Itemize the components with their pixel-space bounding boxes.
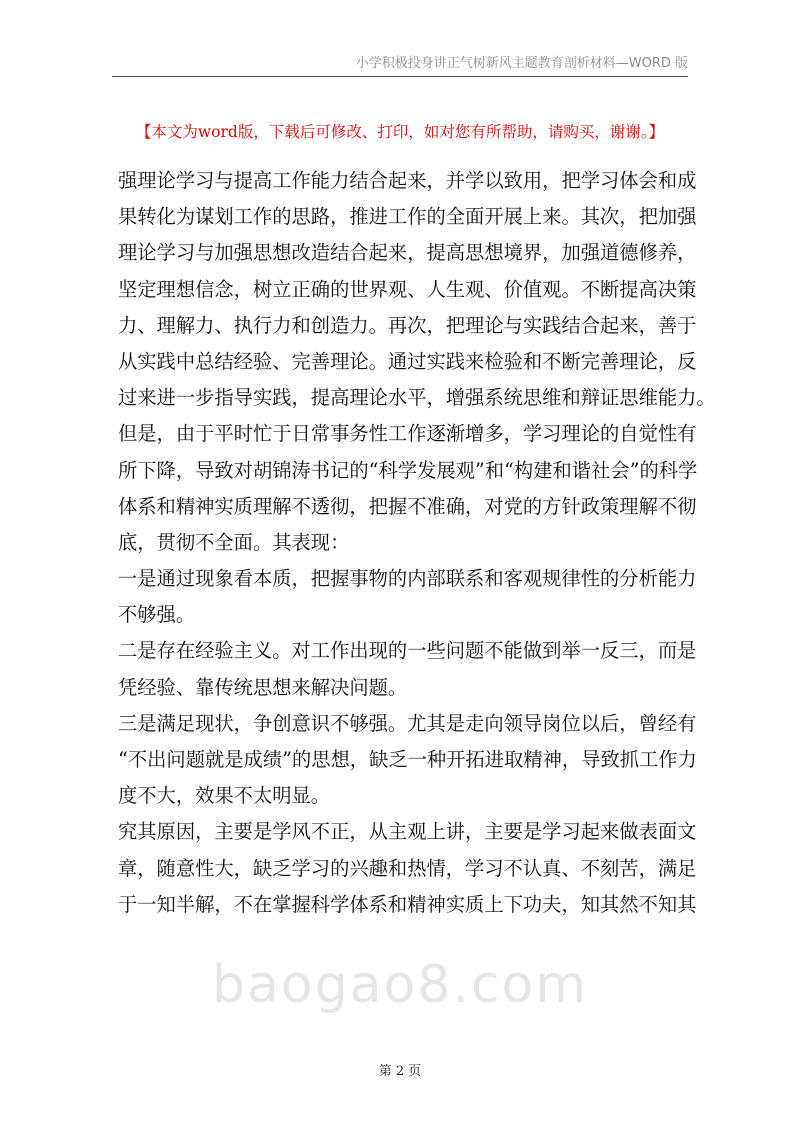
text-line: 度不大，效果不太明显。 (118, 784, 331, 808)
text-line: 果转化为谋划工作的思路，推进工作的全面开展上来。其次，把加强 (118, 205, 697, 229)
page-number: 第 2 页 (378, 1064, 422, 1079)
text-line: 所下降，导致对胡锦涛书记的“科学发展观”和“构建和谐社会”的科学 (118, 458, 698, 482)
text-line: 体系和精神实质理解不透彻，把握不准确，对党的方针政策理解不彻 (118, 494, 697, 518)
text-line: 不够强。 (118, 603, 196, 627)
text-line: 于一知半解，不在掌握科学体系和精神实质上下功夫，知其然不知其 (118, 892, 697, 916)
text-line: 一是通过现象看本质，把握事物的内部联系和客观规律性的分析能力 (118, 567, 697, 591)
text-line: 二是存在经验主义。对工作出现的一些问题不能做到举一反三，而是 (118, 639, 697, 663)
text-line: 力、理解力、执行力和创造力。再次，把理论与实践结合起来，善于 (118, 313, 697, 337)
text-line: 理论学习与加强思想改造结合起来，提高思想境界，加强道德修养， (118, 241, 697, 265)
body-text (118, 163, 716, 923)
text-line: 究其原因，主要是学风不正，从主观上讲，主要是学习起来做表面文 (118, 820, 697, 844)
download-notice: 【本文为word版，下载后可修改、打印，如对您有所帮助，请购买，谢谢。】 (135, 123, 665, 141)
header-divider (112, 76, 688, 77)
watermark: baogao8.com (211, 955, 589, 1015)
text-line: 但是，由于平时忙于日常事务性工作逐渐增多，学习理论的自觉性有 (118, 422, 697, 446)
text-line: 从实践中总结经验、完善理论。通过实践来检验和不断完善理论，反 (118, 349, 697, 373)
text-line: 过来进一步指导实践，提高理论水平，增强系统思维和辩证思维能力。 (118, 386, 716, 410)
running-header: 小学积极投身讲正气树新风主题教育剖析材料—WORD 版 (355, 56, 688, 71)
text-line: 章，随意性大，缺乏学习的兴趣和热情，学习不认真、不刻苦，满足 (118, 856, 697, 880)
text-line: “不出问题就是成绩”的思想，缺乏一种开拓进取精神，导致抓工作力 (118, 748, 697, 771)
text-line: 底，贯彻不全面。其表现： (118, 530, 350, 554)
text-line: 凭经验、靠传统思想来解决问题。 (118, 675, 408, 699)
text-line: 强理论学习与提高工作能力结合起来，并学以致用，把学习体会和成 (118, 169, 697, 192)
text-line: 坚定理想信念，树立正确的世界观、人生观、价值观。不断提高决策 (118, 277, 697, 301)
text-line: 三是满足现状，争创意识不够强。尤其是走向领导岗位以后，曾经有 (118, 711, 697, 735)
